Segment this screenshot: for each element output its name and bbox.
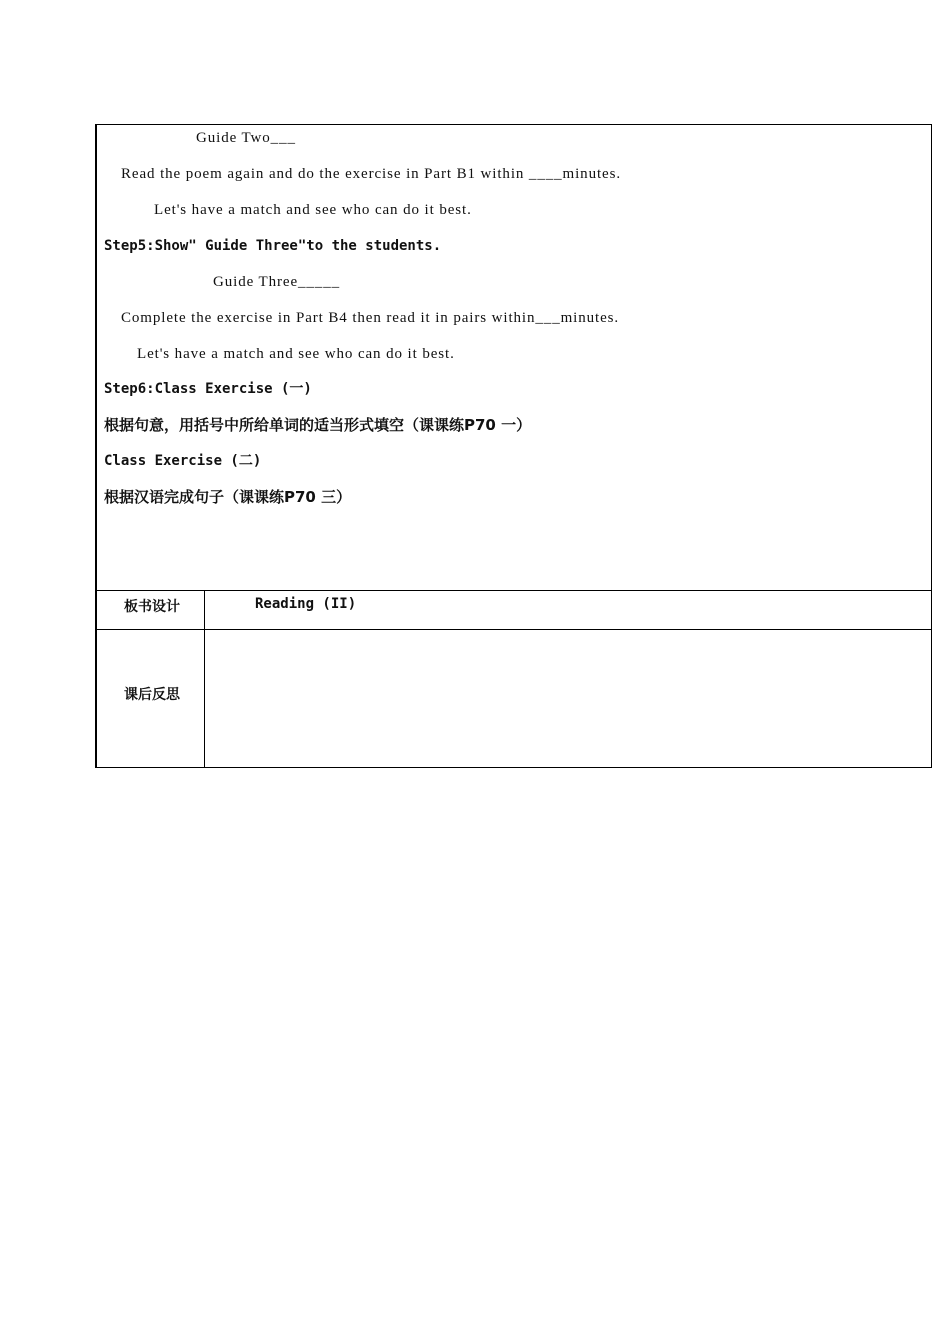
- guide-two: Guide Two___: [196, 130, 296, 146]
- complete-exercise-instruction: Complete the exercise in Part B4 then read it in pairs within___minutes.: [121, 310, 620, 326]
- board-design-value: Reading (II): [255, 596, 357, 612]
- reflection-label: 课后反思: [124, 687, 180, 703]
- match-note-2: Let's have a match and see who can do it best.: [137, 346, 455, 362]
- column-divider: [204, 590, 205, 768]
- read-poem-instruction: Read the poem again and do the exercise in Part B1 within ____minutes.: [121, 166, 621, 182]
- guide-three: Guide Three_____: [213, 274, 341, 290]
- board-design-label: 板书设计: [124, 599, 180, 615]
- match-note-1: Let's have a match and see who can do it best.: [154, 202, 472, 218]
- step6-heading: Step6:Class Exercise (一): [104, 381, 312, 397]
- lesson-table: [95, 124, 932, 768]
- row-divider-2: [96, 629, 932, 630]
- step5-heading: Step5:Show" Guide Three"to the students.: [104, 238, 442, 254]
- exercise-instruction-1: 根据句意，用括号中所给单词的适当形式填空（课课练P70 一）: [104, 416, 532, 434]
- exercise-instruction-2: 根据汉语完成句子（课课练P70 三）: [104, 488, 352, 506]
- class-exercise-2-heading: Class Exercise (二): [104, 453, 262, 469]
- row-divider-1: [96, 590, 932, 591]
